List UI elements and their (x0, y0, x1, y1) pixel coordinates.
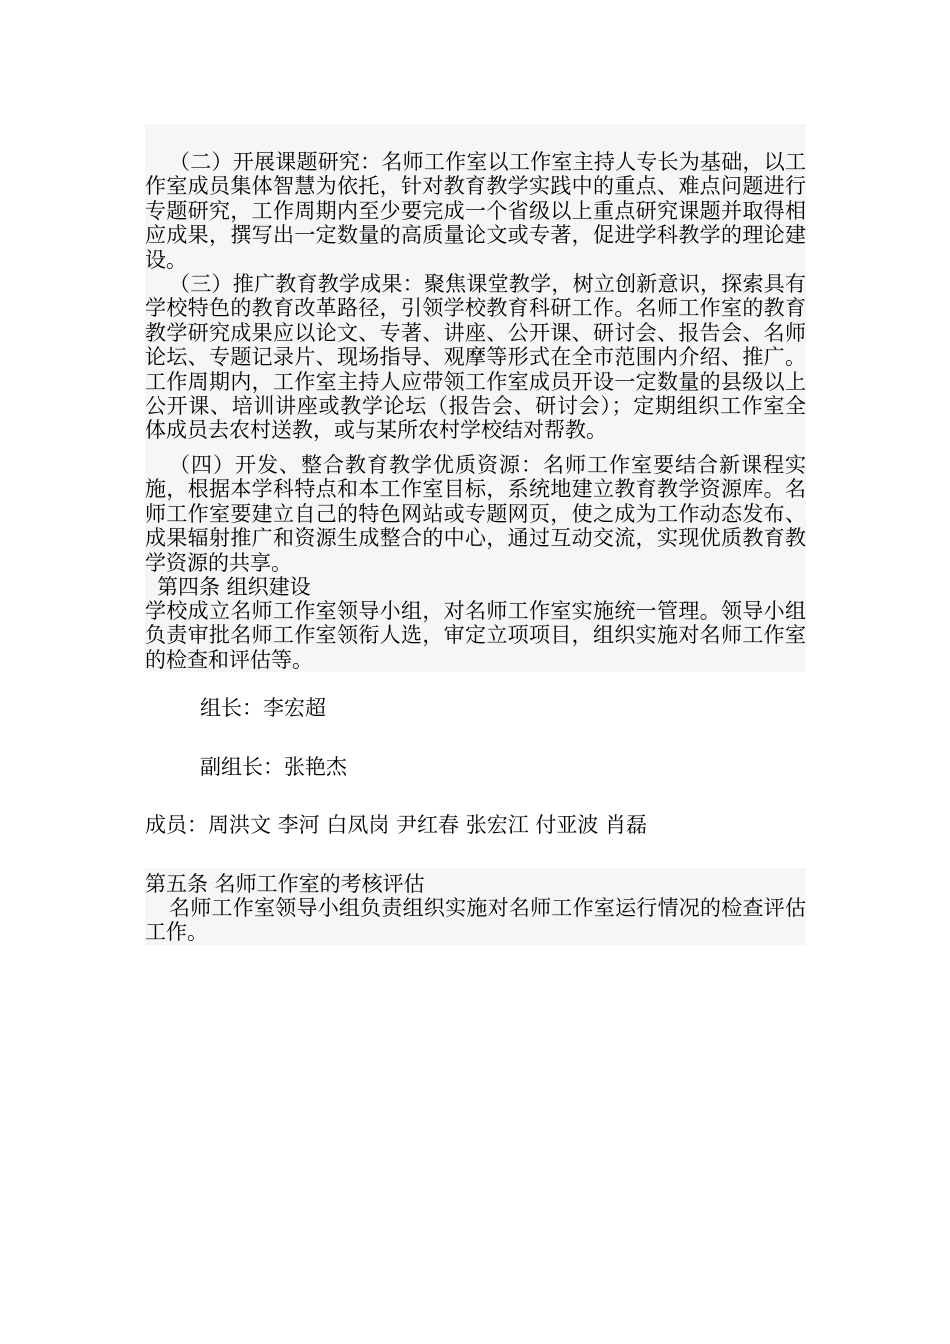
vice-leader-line: 副组长：张艳杰 (200, 755, 347, 779)
members-line: 成员：周洪文 李河 白凤岗 尹红春 张宏江 付亚波 肖磊 (145, 813, 648, 837)
article-five-heading: 第五条 名师工作室的考核评估 (145, 872, 425, 896)
article-four-body: 学校成立名师工作室领导小组，对名师工作室实施统一管理。领导小组负责审批名师工作室领衔人选，审定立项项目，组织实施对名师工作室的检查和评估等。 (145, 599, 806, 672)
section-four-paragraph: （四）开发、整合教育教学优质资源：名师工作室要结合新课程实施，根据本学科特点和本工作室目标，系统地建立教育教学资源库。名师工作室要建立自己的特色网站或专题网页，使之成为工作动态发布、成果辐射推广和资源生成整合的中心，通过互动交流，实现优质教育教学资源的共享。 (145, 453, 806, 575)
group-leader-line: 组长：李宏超 (200, 696, 326, 720)
article-four-heading: 第四条 组织建设 (157, 575, 311, 599)
section-two-paragraph: （二）开展课题研究：名师工作室以工作室主持人专长为基础，以工作室成员集体智慧为依托，针对教育教学实践中的重点、难点问题进行专题研究，工作周期内至少要完成一个省级以上重点研究课题并取得相应成果，撰写出一定数量的高质量论文或专著，促进学科教学的理论建设。 (145, 150, 806, 272)
section-three-paragraph: （三）推广教育教学成果：聚焦课堂教学，树立创新意识，探索具有学校特色的教育改革路径，引领学校教育科研工作。名师工作室的教育教学研究成果应以论文、专著、讲座、公开课、研讨会、报告会、名师论坛、专题记录片、现场指导、观摩等形式在全市范围内介绍、推广。工作周期内，工作室主持人应带领工作室成员开设一定数量的县级以上公开课、培训讲座或教学论坛（报告会、研讨会）；定期组织工作室全体成员去农村送教，或与某所农村学校结对帮教。 (145, 272, 806, 443)
article-five-body: 名师工作室领导小组负责组织实施对名师工作室运行情况的检查评估工作。 (145, 896, 806, 945)
